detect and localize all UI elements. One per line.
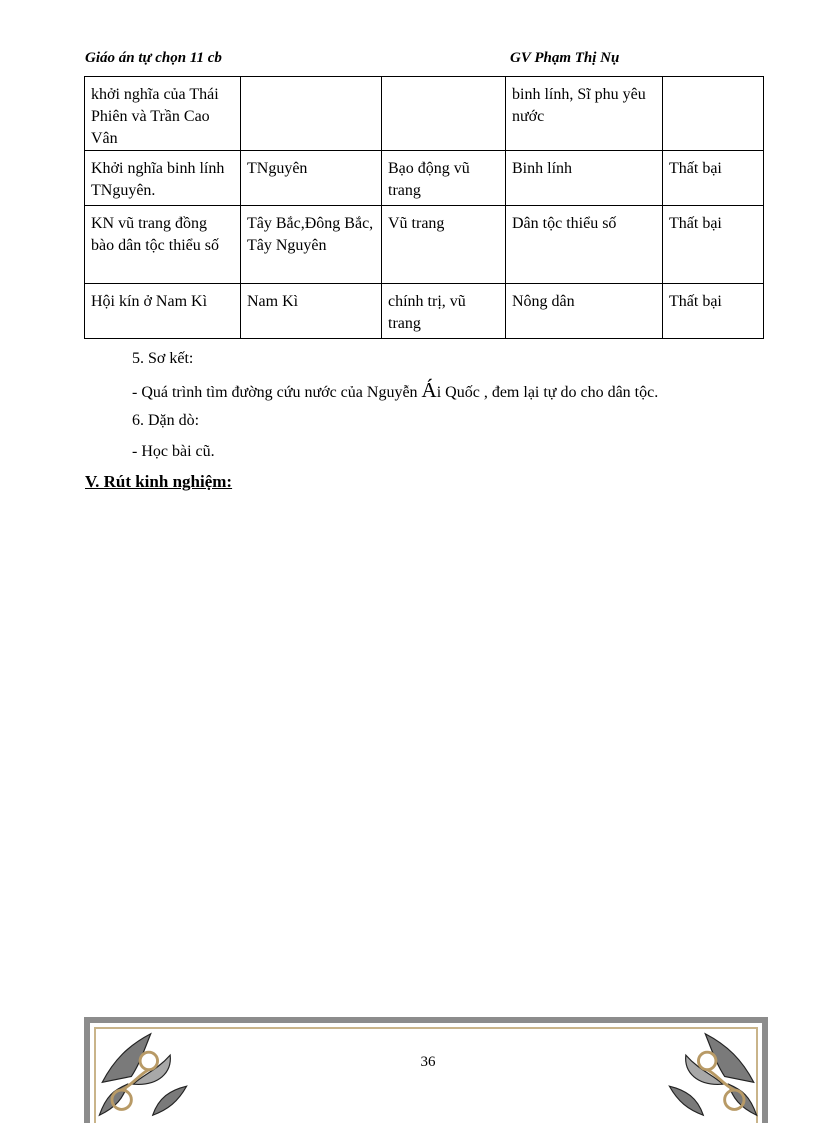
- header-course-title: Giáo án tự chọn 11 cb: [85, 50, 222, 66]
- table-cell: Khởi nghĩa binh lính TNguyên.: [85, 151, 241, 206]
- table-row: [85, 284, 764, 339]
- fleur-ornament-icon: [664, 1026, 762, 1123]
- table-row: [85, 206, 764, 284]
- page-number: 36: [420, 1054, 436, 1070]
- table-cell: Vũ trang: [382, 206, 506, 284]
- table-cell: Dân tộc thiểu số: [506, 206, 663, 284]
- table-cell: Tây Bắc,Đông Bắc, Tây Nguyên: [241, 206, 382, 284]
- header-teacher-name: GV Phạm Thị Nụ: [510, 50, 620, 66]
- homework-heading: 6. Dặn dò:: [132, 412, 200, 429]
- table-cell: Thất bại: [663, 151, 764, 206]
- table-cell: khởi nghĩa của Thái Phiên và Trần Cao Vân: [85, 77, 241, 151]
- table-cell: Thất bại: [663, 206, 764, 284]
- table-cell: binh lính, Sĩ phu yêu nước: [506, 77, 663, 151]
- uprising-table: [84, 76, 764, 339]
- fleur-ornament-icon: [94, 1026, 192, 1123]
- table-cell: Hội kín ở Nam Kì: [85, 284, 241, 339]
- table-cell: Nam Kì: [241, 284, 382, 339]
- table-cell: KN vũ trang đồng bào dân tộc thiểu số: [85, 206, 241, 284]
- summary-heading: 5. Sơ kết:: [132, 350, 194, 367]
- summary-text: - Quá trình tìm đường cứu nước của Nguyễn Ái Quốc , đem lại tự do cho dân tộc.: [132, 378, 659, 402]
- table-row: [85, 77, 764, 151]
- homework-text: - Học bài cũ.: [132, 443, 215, 460]
- section-title: V. Rút kinh nghiệm:: [85, 472, 233, 491]
- table-cell: TNguyên: [241, 151, 382, 206]
- table-cell: Binh lính: [506, 151, 663, 206]
- table-cell: Bạo động vũ trang: [382, 151, 506, 206]
- table-row: [85, 151, 764, 206]
- page-header: [85, 50, 685, 70]
- table-cell: chính trị, vũ trang: [382, 284, 506, 339]
- table-cell: Nông dân: [506, 284, 663, 339]
- table-cell: [382, 77, 506, 151]
- table-cell: [241, 77, 382, 151]
- table-cell: [663, 77, 764, 151]
- table-cell: Thất bại: [663, 284, 764, 339]
